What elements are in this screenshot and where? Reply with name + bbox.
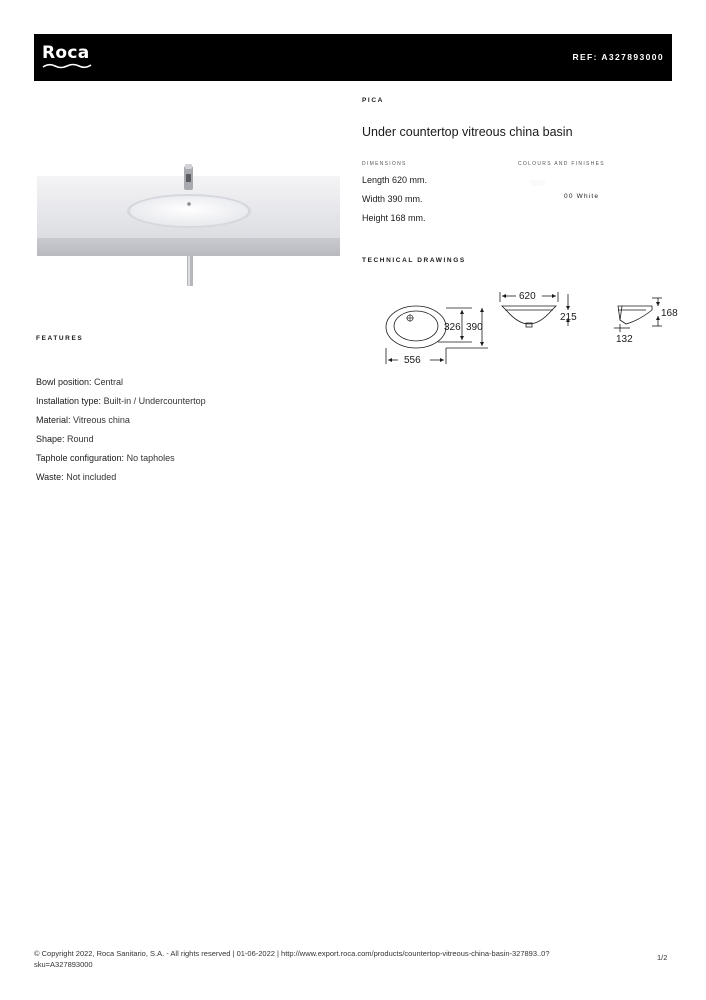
feature-key: Waste: xyxy=(36,472,64,482)
finishes-label: COLOURS AND FINISHES xyxy=(518,161,605,167)
finish-white[interactable]: 00 White xyxy=(564,193,600,200)
feature-waste xyxy=(36,472,116,482)
dimension-width: Width 390 mm. xyxy=(362,194,423,204)
header-bar xyxy=(34,34,672,81)
technical-drawings xyxy=(380,284,684,370)
drawing-label-132: 132 xyxy=(616,334,633,345)
product-photo xyxy=(37,160,340,290)
feature-material xyxy=(36,415,130,425)
drawing-label-620: 620 xyxy=(519,291,536,302)
feature-value: No tapholes xyxy=(126,453,175,463)
feature-bowl-position xyxy=(36,377,123,387)
feature-key: Taphole configuration: xyxy=(36,453,125,463)
logo-wave-icon xyxy=(42,62,92,70)
features-label: FEATURES xyxy=(36,335,84,342)
feature-taphole-configuration xyxy=(36,453,175,463)
dimensions-label: DIMENSIONS xyxy=(362,161,407,167)
feature-value: Central xyxy=(94,377,124,387)
technical-drawings-label: TECHNICAL DRAWINGS xyxy=(362,257,466,264)
product-title: Under countertop vitreous china basin xyxy=(362,125,573,139)
drawing-label-556: 556 xyxy=(404,355,421,366)
dimension-length: Length 620 mm. xyxy=(362,175,428,185)
feature-key: Material: xyxy=(36,415,71,425)
page-number: 1/2 xyxy=(657,953,668,962)
footer-copyright: © Copyright 2022, Roca Sanitario, S.A. - All rights reserved | 01-06-2022 | http://www.export.roca.com/products/countertop-vitreous-china-basin-327893..0?sku=A327893000 xyxy=(34,949,550,969)
drawing-label-215: 215 xyxy=(560,312,577,323)
dimension-height: Height 168 mm. xyxy=(362,213,426,223)
product-category: PICA xyxy=(362,97,384,104)
feature-installation-type xyxy=(36,396,206,406)
feature-value: Round xyxy=(67,434,94,444)
feature-key: Installation type: xyxy=(36,396,102,406)
product-reference: REF: A327893000 xyxy=(572,52,664,62)
feature-shape xyxy=(36,434,94,444)
feature-value: Not included xyxy=(66,472,117,482)
drawing-label-168: 168 xyxy=(661,308,678,319)
feature-value: Vitreous china xyxy=(73,415,130,425)
feature-key: Bowl position: xyxy=(36,377,92,387)
feature-key: Shape: xyxy=(36,434,65,444)
drawing-label-390: 390 xyxy=(466,322,483,333)
brand-logo: Roca xyxy=(42,43,90,63)
drawing-label-326: 326 xyxy=(444,322,461,333)
feature-value: Built-in / Undercountertop xyxy=(103,396,206,406)
finish-swatch[interactable] xyxy=(531,180,545,186)
